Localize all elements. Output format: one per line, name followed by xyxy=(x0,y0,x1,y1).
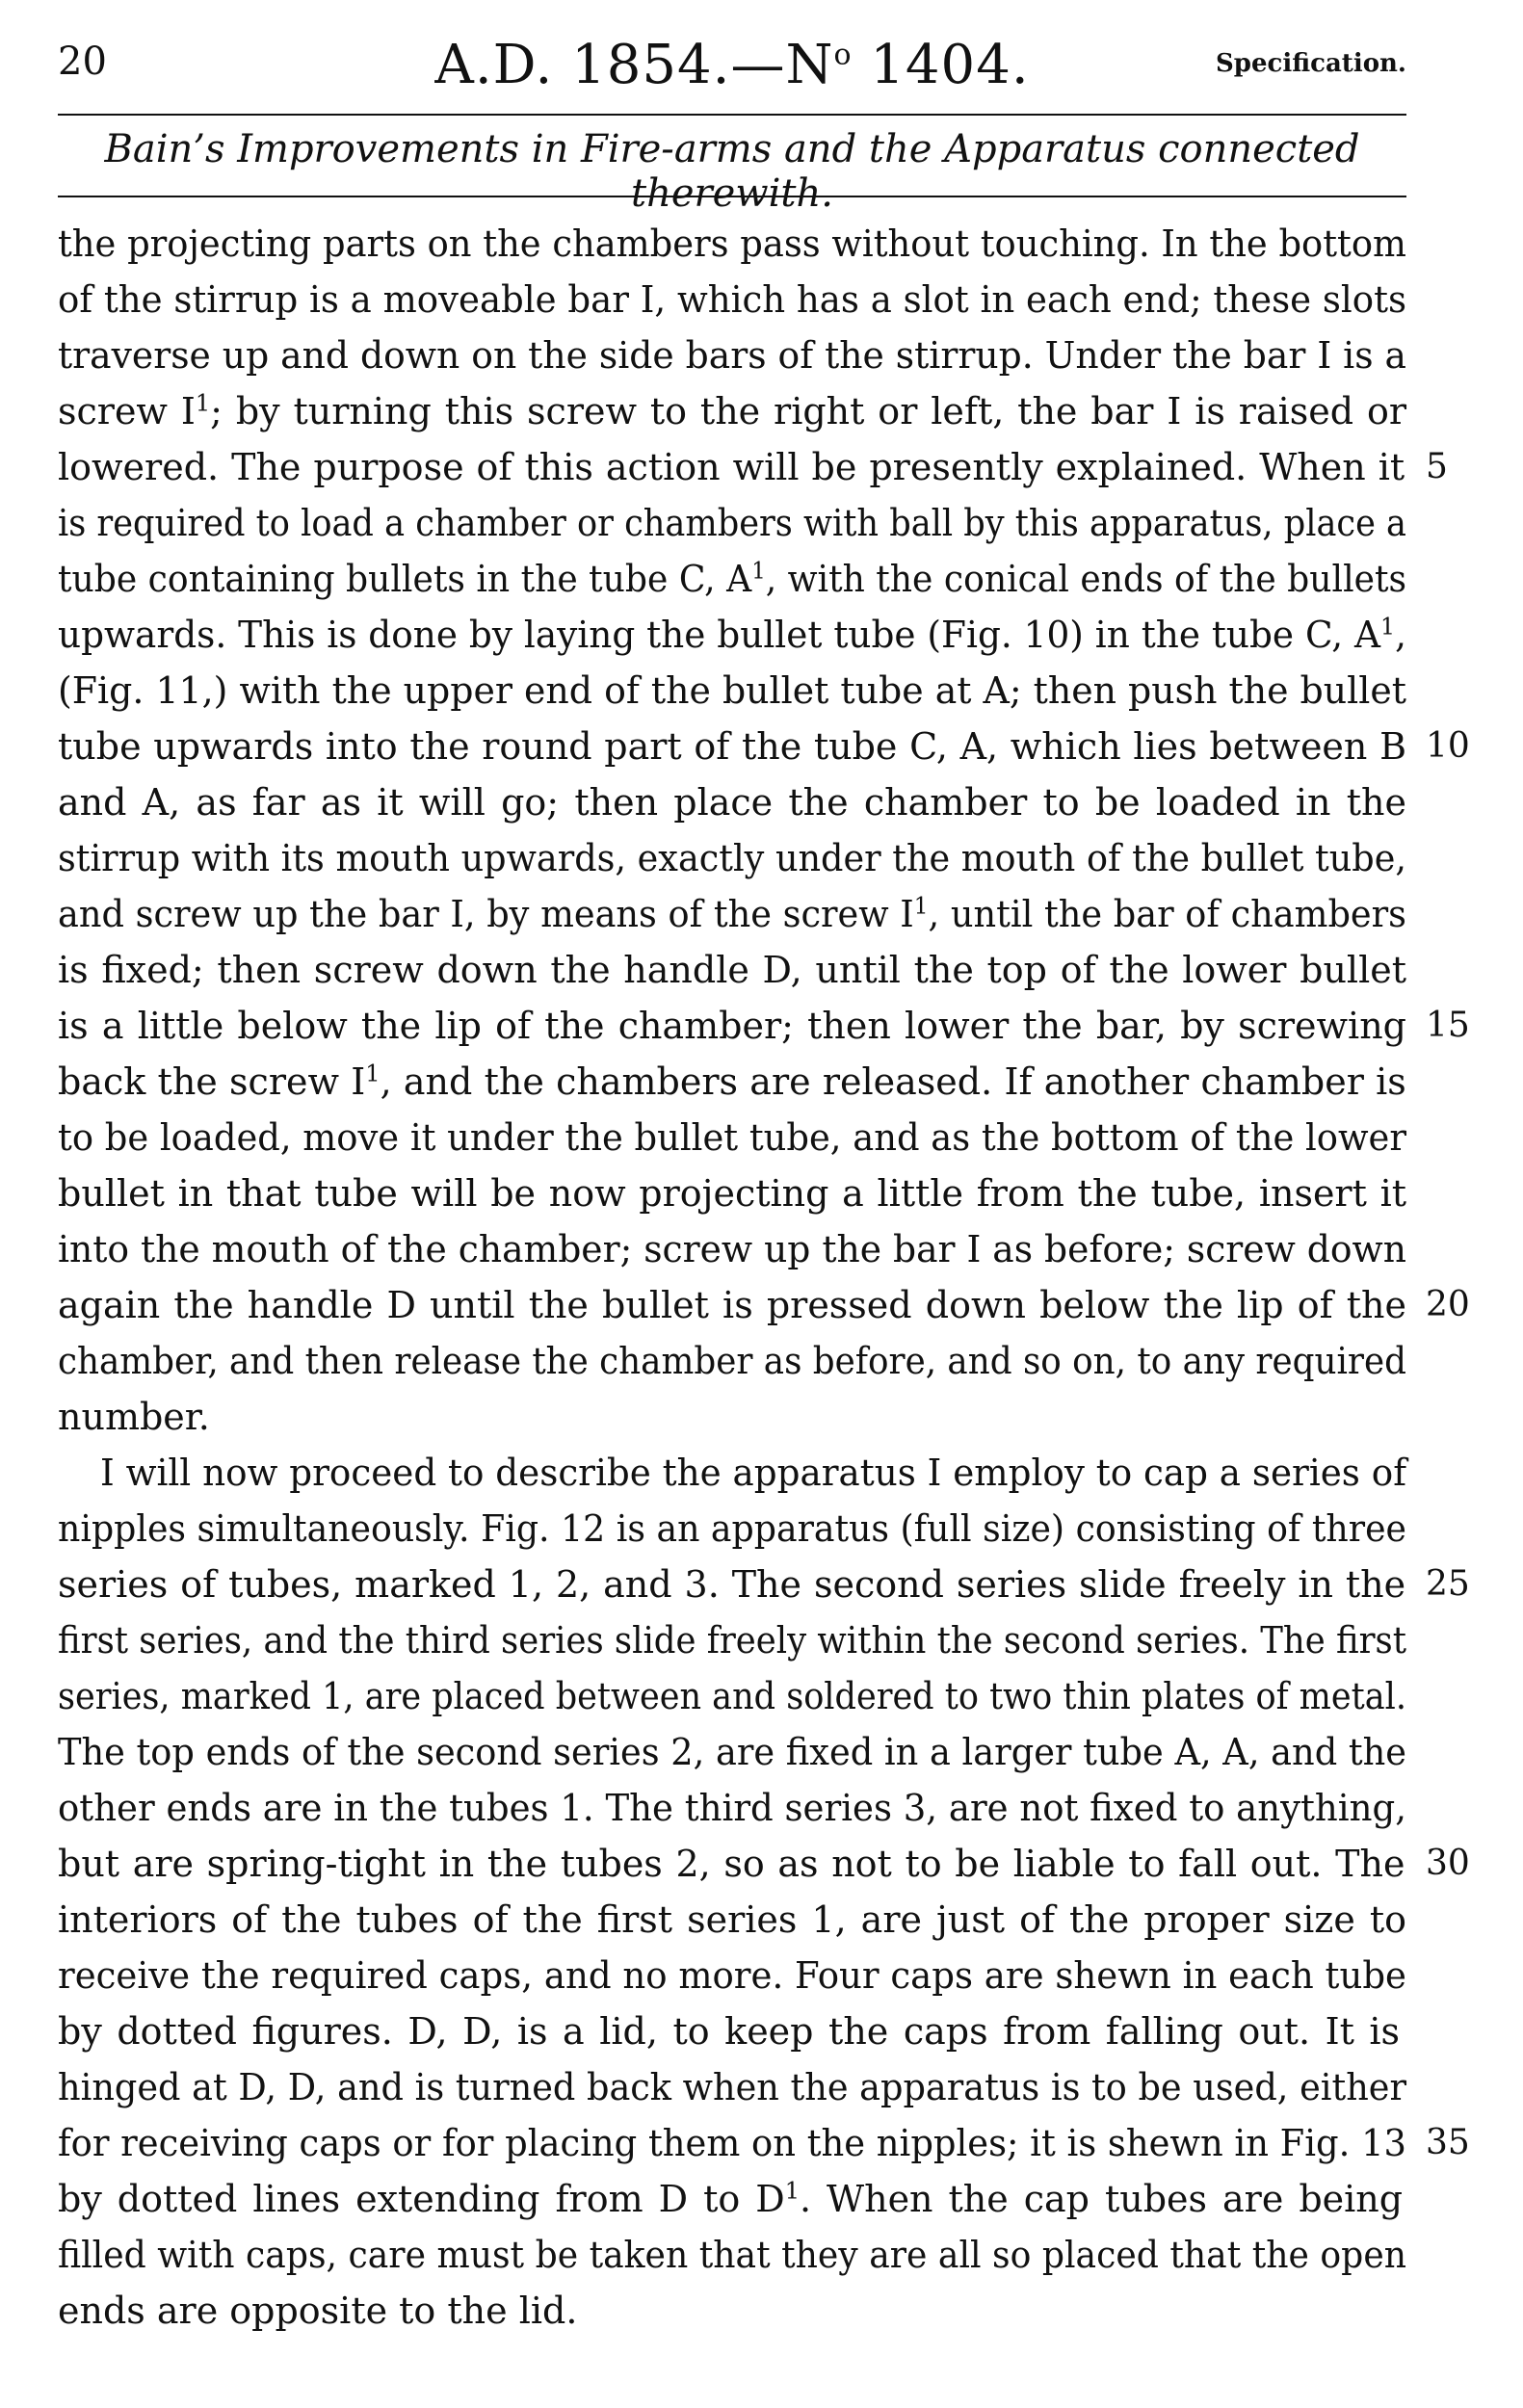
text-line xyxy=(58,383,1406,439)
margin-line-number: 30 xyxy=(1426,1844,1470,1883)
line-text: series of tubes, marked 1, 2, and 3. The second series slide freely in the xyxy=(58,1563,1406,1606)
line-text: series, marked 1, are placed between and soldered to two thin plates of metal. xyxy=(58,1675,1406,1717)
line-text: is fixed; then screw down the handle D, until the top of the lower bullet xyxy=(58,949,1406,991)
line-text: (Fig. 11,) with the upper end of the bullet tube at A; then push the bullet xyxy=(58,669,1406,712)
line-text: by dotted lines extending from D to $D^1$. When the cap tubes are being xyxy=(58,2177,1404,2220)
line-text: filled with caps, care must be taken that they are all so placed that the open xyxy=(58,2234,1406,2276)
text-line xyxy=(58,1277,1470,1333)
margin-line-number: 35 xyxy=(1426,2123,1470,2162)
text-line xyxy=(58,1780,1406,1836)
body-text xyxy=(58,216,1470,2339)
top-rule xyxy=(58,114,1406,116)
line-text: is a little below the lip of the chamber; then lower the bar, by screwing xyxy=(58,1005,1406,1047)
line-text: again the handle D until the bullet is pressed down below the lip of the xyxy=(58,1284,1406,1326)
margin-line-number: 15 xyxy=(1426,1006,1470,1045)
line-text: hinged at D, D, and is turned back when the apparatus is to be used, either xyxy=(58,2066,1406,2108)
line-text: but are spring-tight in the tubes 2, so as not to be liable to fall out. The xyxy=(58,1843,1405,1885)
text-line xyxy=(58,2283,1406,2339)
line-text: into the mouth of the chamber; screw up the bar I as before; screw down xyxy=(58,1228,1406,1270)
page-header xyxy=(58,34,1406,101)
text-line xyxy=(58,551,1406,607)
line-text: is required to load a chamber or chambers with ball by this apparatus, place a xyxy=(58,502,1406,544)
text-line xyxy=(58,1948,1406,2003)
line-text: tube upwards into the round part of the tube C, A, which lies between B xyxy=(58,725,1406,768)
line-text: traverse up and down on the side bars of the stirrup. Under the bar I is a xyxy=(58,334,1406,377)
line-text: to be loaded, move it under the bullet tube, and as the bottom of the lower xyxy=(58,1116,1406,1159)
line-text: screw $I^1$; by turning this screw to the right or left, the bar I is raised or xyxy=(58,389,1406,432)
specification-label: Specification. xyxy=(1216,49,1406,78)
line-text: the projecting parts on the chambers pass without touching. In the bottom xyxy=(58,222,1406,265)
line-text: and screw up the bar I, by means of the screw $I^1$, until the bar of chambers xyxy=(58,892,1406,935)
line-text: I will now proceed to describe the apparatus I employ to cap a series of xyxy=(100,1452,1406,1494)
margin-line-number: 25 xyxy=(1426,1564,1470,1604)
text-line xyxy=(58,719,1470,774)
margin-line-number: 10 xyxy=(1426,726,1470,766)
line-text: for receiving caps or for placing them on the nipples; it is shewn in Fig. 13 xyxy=(58,2122,1406,2164)
text-line xyxy=(58,886,1406,942)
line-text: back the screw $I^1$, and the chambers are released. If another chamber is xyxy=(58,1060,1406,1103)
line-text: first series, and the third series slide freely within the second series. The first xyxy=(58,1619,1406,1662)
line-text: nipples simultaneously. Fig. 12 is an apparatus (full size) consisting of three xyxy=(58,1507,1406,1550)
text-line xyxy=(58,998,1470,1054)
line-text: chamber, and then release the chamber as before, and so on, to any required xyxy=(58,1340,1406,1382)
line-text: stirrup with its mouth upwards, exactly under the mouth of the bullet tube, xyxy=(58,837,1406,879)
text-line xyxy=(58,2171,1406,2227)
text-line xyxy=(58,495,1406,551)
line-text: bullet in that tube will be now projecting a little from the tube, insert it xyxy=(58,1172,1406,1215)
text-line xyxy=(58,663,1406,719)
text-line xyxy=(58,1668,1406,1724)
line-text: of the stirrup is a moveable bar I, which has a slot in each end; these slots xyxy=(58,278,1406,321)
running-title: A.D. $1854.—N^o$ 1404. xyxy=(434,34,1030,96)
line-text: other ends are in the tubes 1. The third series 3, are not fixed to anything, xyxy=(58,1787,1406,1829)
line-text: by dotted figures. D, D, is a lid, to keep the caps from falling out. It is xyxy=(58,2010,1401,2053)
text-line xyxy=(58,1445,1449,1501)
line-text: The top ends of the second series 2, are fixed in a larger tube A, A, and the xyxy=(58,1731,1406,1773)
text-line xyxy=(58,2003,1406,2059)
text-line xyxy=(58,439,1448,495)
line-text: and A, as far as it will go; then place the chamber to be loaded in the xyxy=(58,781,1406,824)
text-line xyxy=(58,2115,1470,2171)
line-text: number. xyxy=(58,1396,210,1438)
text-line xyxy=(58,774,1406,830)
text-line xyxy=(58,1724,1406,1780)
text-line xyxy=(58,1557,1470,1612)
text-line xyxy=(58,1892,1406,1948)
text-line xyxy=(58,1836,1470,1892)
text-line xyxy=(58,1333,1406,1389)
line-text: lowered. The purpose of this action will be presently explained. When it xyxy=(58,446,1405,488)
text-line xyxy=(58,1221,1406,1277)
text-line xyxy=(58,607,1406,663)
text-line xyxy=(58,830,1406,886)
margin-line-number: 5 xyxy=(1426,447,1448,486)
text-line xyxy=(58,327,1406,383)
text-line xyxy=(58,1110,1406,1165)
text-line xyxy=(58,1501,1406,1557)
page-number: 20 xyxy=(58,39,107,84)
text-line xyxy=(58,1612,1406,1668)
line-text: receive the required caps, and no more. Four caps are shewn in each tube xyxy=(58,1954,1406,1997)
text-line xyxy=(58,272,1406,327)
line-text: tube containing bullets in the tube C, $A^1$, with the conical ends of the bullets xyxy=(58,557,1406,600)
text-line xyxy=(58,1389,1406,1445)
line-text: upwards. This is done by laying the bullet tube (Fig. 10) in the tube C, $A^1$, xyxy=(58,613,1406,656)
text-line xyxy=(58,2227,1406,2283)
text-line xyxy=(58,2059,1406,2115)
text-line xyxy=(58,1054,1406,1110)
text-line xyxy=(58,1165,1406,1221)
text-line xyxy=(58,216,1406,272)
text-line xyxy=(58,942,1406,998)
margin-line-number: 20 xyxy=(1426,1285,1470,1324)
subtitle-rule xyxy=(58,196,1406,197)
line-text: ends are opposite to the lid. xyxy=(58,2290,578,2332)
line-text: interiors of the tubes of the first series 1, are just of the proper size to xyxy=(58,1898,1406,1941)
subtitle: Bain’s Improvements in Fire-arms and the Apparatus connected therewith. xyxy=(104,127,1360,216)
